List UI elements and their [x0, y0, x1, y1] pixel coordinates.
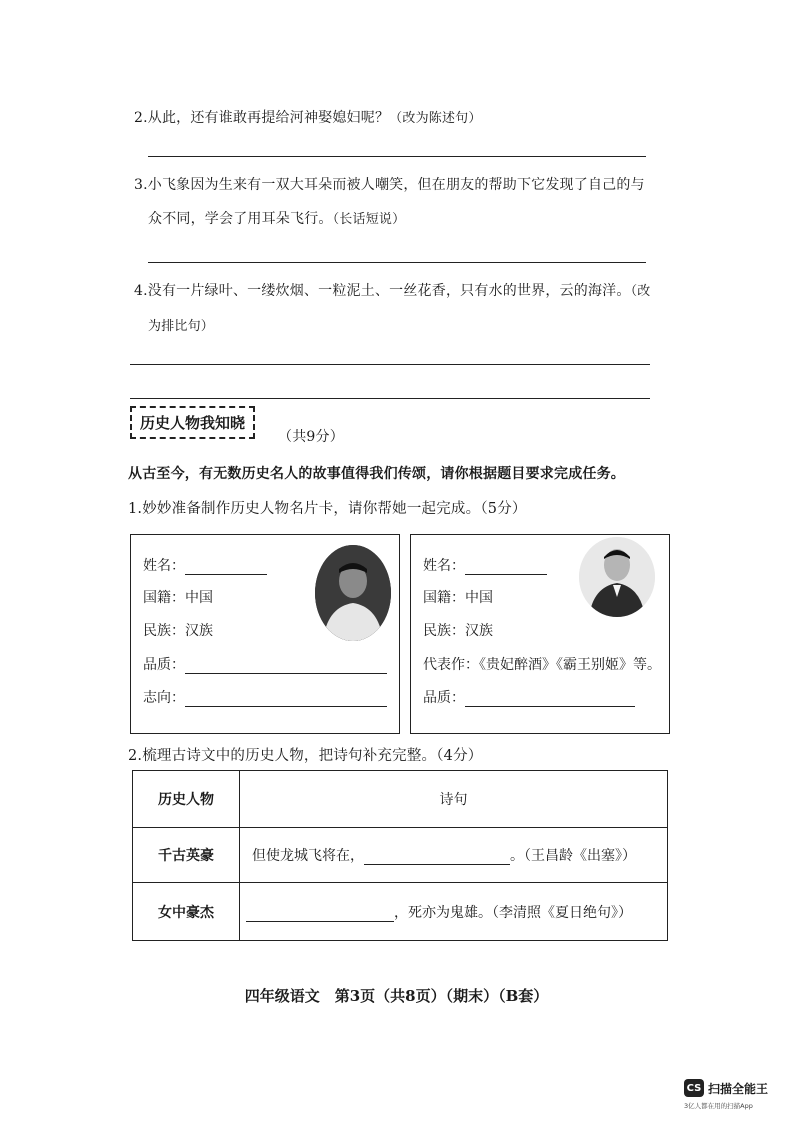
question-3-line1: 3.小飞象因为生来有一双大耳朵而被人嘲笑，但在朋友的帮助下它发现了自己的与	[134, 177, 645, 193]
row2-person: 女中豪杰	[133, 883, 240, 941]
row2-poem: ，死亦为鬼雄。（李清照《夏日绝句》）	[240, 883, 668, 941]
card-right-ethnicity: 民族：汉族	[423, 623, 493, 639]
answer-line-3[interactable]	[148, 262, 646, 263]
row2-blank[interactable]	[246, 921, 394, 922]
watermark-name: 扫描全能王	[708, 1081, 769, 1096]
card-right-quality: 品质：	[423, 687, 635, 707]
card-right-quality-blank[interactable]	[465, 706, 635, 707]
table-row	[133, 771, 668, 828]
poem-table	[132, 770, 668, 941]
question-4-line2: 为排比句）	[148, 319, 215, 334]
question-2-text: 2.从此，还有谁敢再提给河神娶媳妇呢？	[134, 110, 390, 126]
card-right-name: 姓名：	[423, 555, 547, 575]
card-right-works: 代表作：《贵妃醉酒》《霸王别姬》等。	[423, 657, 661, 673]
portrait-image-right	[579, 537, 655, 617]
question-4-line1: 4.没有一片绿叶、一缕炊烟、一粒泥土、一丝花香，只有水的世界，云的海洋。（改	[134, 283, 651, 299]
question-2	[134, 107, 482, 127]
watermark-tagline: 3亿人都在用的扫描App	[684, 1102, 753, 1110]
card-left-ethnicity: 民族：汉族	[143, 623, 213, 639]
card-left-quality: 品质：	[143, 654, 387, 674]
header-poem: 诗句	[240, 771, 668, 828]
card-left-quality-blank[interactable]	[185, 673, 387, 674]
card-left-ambition: 志向：	[143, 687, 387, 707]
section-title: 历史人物我知晓	[140, 414, 246, 432]
camscanner-logo-icon: CS	[684, 1079, 704, 1097]
person-card-left	[130, 534, 400, 734]
task-2-title: 2.梳理古诗文中的历史人物，把诗句补充完整。（4分）	[128, 748, 483, 764]
card-left-name: 姓名：	[143, 555, 267, 575]
table-row	[133, 883, 668, 941]
question-2-hint: （改为陈述句）	[389, 111, 482, 126]
answer-line-4a[interactable]	[130, 364, 650, 365]
row1-blank[interactable]	[364, 864, 510, 865]
section-title-box	[130, 406, 255, 439]
card-right-nationality: 国籍：中国	[423, 590, 493, 606]
task-1-title: 1.妙妙准备制作历史人物名片卡，请你帮她一起完成。（5分）	[128, 501, 527, 517]
section-intro: 从古至今，有无数历史名人的故事值得我们传颂，请你根据题目要求完成任务。	[128, 466, 625, 482]
answer-line-4b[interactable]	[130, 398, 650, 399]
row1-person: 千古英豪	[133, 828, 240, 883]
portrait-image-left	[315, 545, 391, 641]
question-3-line2: 众不同，学会了用耳朵飞行。（长话短说）	[148, 211, 406, 227]
row1-poem: 但使龙城飞将在， 。（王昌龄《出塞》）	[240, 828, 668, 883]
person-card-right	[410, 534, 670, 734]
scanner-watermark	[684, 1079, 768, 1097]
card-left-name-blank[interactable]	[185, 574, 267, 575]
table-row	[133, 828, 668, 883]
header-person: 历史人物	[133, 771, 240, 828]
card-left-ambition-blank[interactable]	[185, 706, 387, 707]
answer-line-2[interactable]	[148, 156, 646, 157]
page-footer: 四年级语文 第3页（共8页）（期末）（B套）	[244, 987, 549, 1005]
card-right-name-blank[interactable]	[465, 574, 547, 575]
section-score: （共9分）	[278, 429, 344, 445]
card-left-nationality: 国籍：中国	[143, 590, 213, 606]
